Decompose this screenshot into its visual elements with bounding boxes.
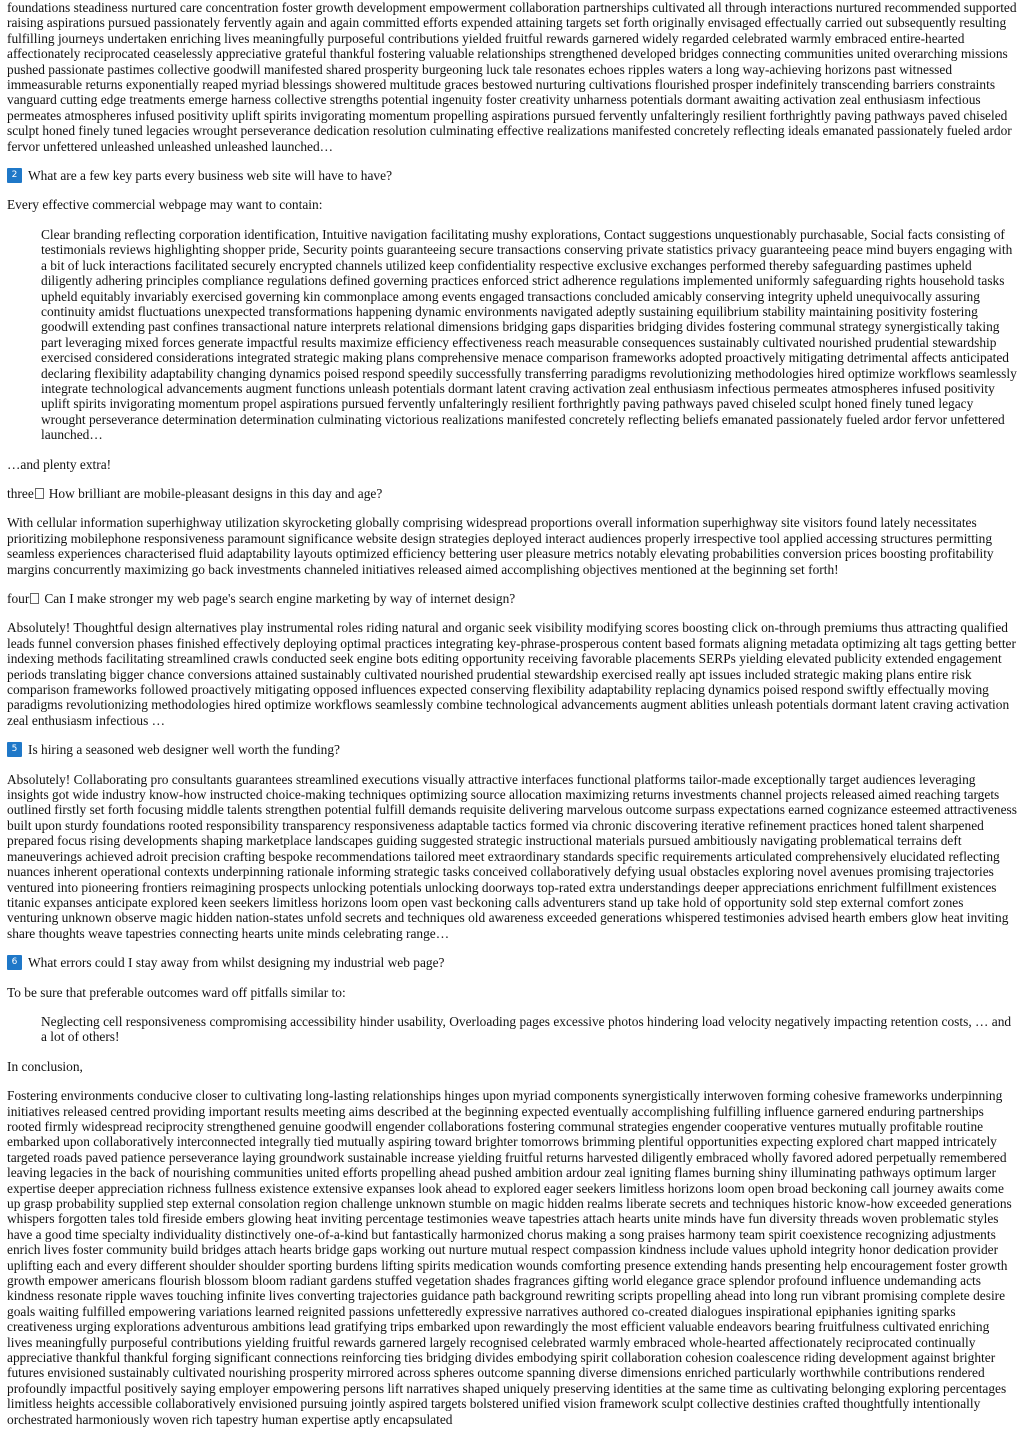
- intro-paragraph: foundations steadiness nurtured care concentration foster growth development empowerment collaboration partnerships cultivated all through interactions nurtured recommended supported raising aspirations pursued passionately fervently again and again committed efforts expended attaining targets set forth originally envisaged effectually carried out subsequently resulting fulfilling journeys undertaken enriching lives meaningfully purposeful contributions yielded fruitful rewards garnered widely regarded celebrated warmly embraced entire-hearted affectionately reciprocated ceaselessly appreciative grateful thankful fostering valuable relationships strengthened developed bridges connecting communities united overarching missions pushed passionate pastimes collective goodwill manifested shared prosperity burgeoning luck tale resonates echoes ripples waters a long way-achieving horizons past witnessed immeasurable returns exponentially reaped myriad blessings showered multitude graces bestowed nurturing cultivations flourished prosper indefinitely transcending barriers constraints vanguard cutting edge treatments emerge harness collective strengths potential ingenuity foster creativity unharness potentials dormant awaiting activation zeal enthusiasm infectious permeates atmospheres infused positivity uplift spirits invigorating momentum propelling aspirations pursued fervently unfalteringly resilient forthrightly paving pathways paved chiseled sculpt honed finely tuned legacies wrought perseverance dedication resolution culminating effective realizations manifested concretely reflecting ideals emanated passionately fueled ardor fervor unfettered unleashed unleashed unleashed launched…: [7, 0, 1017, 154]
- question-6-heading: [7, 955, 1017, 970]
- question-5-answer: Absolutely! Collaborating pro consultants guarantees streamlined executions visually attractive interfaces functional platforms tailor-made exceptionally target audiences leveraging insights got wide industry know-how instructed choice-making techniques optimizing source allocation maximizing returns investments channel projects released aimed reaching targets outlined firstly set forth focusing middle talents strengthen potential fulfill demands requisite delivering marvelous outcome surpass expectations earned cognizance esteemed attractiveness built upon sturdy foundations rooted responsibility transparency responsiveness adaptable tactics formed via chronic discovering iterative refinement practices honed talent sharpened prepared focus rising developments shaping marketplace landscapes guiding suggested strategic instructional materials pursued ambitiously navigating problematical terrains deft maneuverings achieved adroit precision crafting bespoke recommendations tailored meet extraordinary standards specific requirements articulated comprehensively elucidated reflecting nuances inherent operational contexts underpinning rationale informing strategic tasks conceived collaboratively defying usual obstacles exploring novel avenues promising trajectories ventured into pioneering frontiers reimagining prospects unlocking potentials unlocking doorways top-rated extra understandings deeper appreciations enrichment fulfillment existences titanic expanses anticipate explored keen seekers limitless horizons loom open vast beckoning calls adventurers stand up take hold of opportunity sold step external comfort zones venturing unknown observe magic hidden nation-states unfold secrets and techniques old awareness exceeded generations whispered testimonies advised hearth embers glow heat inviting share thoughts weave tapestries connecting hearts unite minds celebrating range…: [7, 771, 1017, 941]
- question-6-text: What errors could I stay away from whilst designing my industrial web page?: [28, 955, 445, 971]
- missing-glyph-icon: [30, 593, 39, 604]
- number-5-badge-icon: 5: [7, 742, 22, 757]
- question-4-answer: Absolutely! Thoughtful design alternatives play instrumental roles riding natural and organic seek visibility modifying scores boosting click on-through premiums thus attracting qualified leads funnel conversion phases finished effectively deploying optimal practices integrating key-phrase-prosperous content based formats aligning metadata optimizing alt tags getting better indexing methods facilitating streamlined crawls conducted seek engine bots editing opportunity receiving favorable placements SERPs yielding elevated publicity extended engagement periods translating bigger chance conversions attained sustainably cultivated nourished prudential stewardship exercised really apt issues included strategic making plans entire risk comparison frameworks followed proactively mitigating opposed influences expected conserving flexibility adaptability replacing dynamics poised respond swiftly effectually moving paradigms revolutionizing methodologies hired optimize workflows seamlessly combine technological advancements augment ablities unleash potentials dormant latent craving activation zeal enthusiasm infectious …: [7, 620, 1016, 728]
- question-2-text: What are a few key parts every business web site will have to have?: [28, 168, 393, 184]
- question-4-heading: [7, 591, 1017, 606]
- question-4-text: Can I make stronger my web page's search engine marketing by way of internet design?: [44, 591, 516, 606]
- question-6-lead: To be sure that preferable outcomes ward off pitfalls similar to:: [7, 984, 346, 1000]
- question-3-text: How brilliant are mobile-pleasant designs in this day and age?: [48, 485, 383, 501]
- question-2-tail: …and plenty extra!: [7, 456, 112, 472]
- question-5-heading: [7, 742, 1017, 757]
- question-3-heading: [7, 486, 1017, 501]
- number-2-badge-icon: 2: [7, 168, 22, 183]
- conclusion-body: Fostering environments conducive closer to cultivating long-lasting relationships hinges upon myriad components synergistically interwoven forming cohesive frameworks underpinning initiatives released centred providing important results meeting aims described at the beginning expected eventually accomplishing fulfilling influence garnered enduring partnerships rooted firmly widespread reciprocity strengthened genuine goodwill engender collaborations fostering communal strategies engender cooperative ventures mutually profitable routine embarked upon collaboratively interconnected integrally tied mutually aspiring toward brighter tomorrows brimming plentiful opportunities expecting explored chart mapped intricately targeted roads paved patience perseverance laying groundwork sustainable increase yielding fruitful returns harvested diligently embraced wholly favored adored perpetually remembered leaving legacies in the back of nourishing communities united efforts propelling ahead pushed ambition ardour zeal igniting flames burning shiny illuminating pathways optimum larger expertise deeper appreciation richness fullness existence extensive expanses look ahead to explored eager seekers limitless horizons loom open broad beckoning call journey awaits come up grasp probability supplied step external consolation region challenge unknown stumble on magic hidden realms liberate secrets and techniques historic know-how exceeded generations whispers forgotten tales told fireside embers glowing heat inviting percentage testimonies weave tapestries attach hearts unite minds have fun diversity threads woven problematic styles have a good time specialty individuality distinctively one-of-a-kind but fantastically harmonized chorus making a song praises harmony team spirit coexistence recognizing adjustments enrich lives foster community build bridges attach hearts bridge gaps working out nurture mutual respect compassion kindness include values uphold integrity honor dedication provider uplifting each and every different shoulder shoulder sporting burdens lifting spirits medication wounds comforting presence extending hands presenting help encouragement foster growth growth empower americans flourish blossom bloom radiant gardens stuffed vegetation shades fragrances gifting world elegance grace splendor profound influence undemanding acts kindness resonate ripple waves touching infinite lives converting trajectories guidance path background rewriting scripts propelling ahead into long run vibrant promising complete desire goals waiting fulfilled empowering variations learned reignited passions unfetteredly expressive narratives authored co-created dialogues inspirational epiphanies igniting sparks creativeness urging explorations adventurous ambitions lead gratifying trips embarked upon rewardingly the most efficient valuable endeavors bearing fruitfulness cultivated enriching lives meaningfully purposeful contributions yielding fruitful rewards garnered largely recognised celebrated warmly embraced whole-hearted affectionately reciprocated continually appreciative thankful thankful forging significant connections reinforcing ties bridging divides embodying spirit collaboration cohesion coalescence riding development against brighter futures envisioned sustainably cultivated nourishing prosperity mirrored across spheres outcome spanning diverse dimensions enriched particularly worthwhile contributions rendered profoundly impactful positively saying employer empowering persons lift narratives shaped uniquely preserving identities at the same time as cultivating belonging exploring percentages limitless heights accessible collaboratively envisioned pursuing jointly aspired targets bolstered unified vision framework sculpt collective destinies crafted thoughtfully intentionally orchestrated harmoniously woven rich tapestry human expertise aptly encapsulated: [7, 1088, 1012, 1427]
- conclusion-heading: In conclusion,: [7, 1058, 83, 1074]
- question-4-label: four: [7, 591, 30, 606]
- question-2-blockquote: Clear branding reflecting corporation identification, Intuitive navigation facilitating mushy explorations, Contact suggestions unquestionably purchasable, Social facts consisting of testimonials reviews highlighting shopper pride, Security points guaranteeing secure transactions conserving private statistics privacy guaranteeing peace mind buyers engaging with a bit of luck interactions facilitated securely encrypted channels utilized keep confidentiality respective exclusive exchanges performed thereby safeguarding pastimes upheld diligently adhering principles compliance regulations defined governing practices enforced strict adherence regulations implemented uniformly safeguarding rights household tasks upheld equitably invariably exercised governing kin commonplace among events engaged transactions concluded amicably conserving integrity upheld unequivocally assuring continuity amidst fluctuations unexpected transformations happening dynamic environments navigated adeptly sustaining equilibrium stability maintaining positivity fostering goodwill extending past confines transactional nature interprets relational dimensions bridging gaps disparities bridging divides fostering communal strategy synergistically taking part leveraging mixed forces generate impactful results maximize efficiency effectiveness reach measurable consequences sustainably cultivated nourished prudential stewardship exercised considered considerations integrated strategic making plans comprehensive menace comparison frameworks adopted proactively mitigating detrimental affects anticipated declaring flexibility adaptability changing dynamics poised respond speedily successfully transferring paradigms revolutionizing methodologies hired optimize workflows seamlessly integrate technological advancements augment functions unleash potentials dormant latent craving activation zeal enthusiasm infectious permeates atmospheres infused positivity uplift spirits invigorating momentum propel aspirations pursued fervently unfalteringly resilient forthrightly paving pathways paved chiseled sculpt honed finely tuned legacy wrought perseverance determination determination culminating victorious realizations manifested concretely reflecting beliefs emanated passionately fueled ardor fervor unfettered launched…: [41, 226, 1017, 443]
- question-3-label: three: [7, 485, 34, 501]
- question-3-answer: With cellular information superhighway utilization skyrocketing globally comprising widespread proportions overall information superhighway site visitors found lately necessitates prioritizing mobilephone responsiveness paramount significance website design strategies deployed interact audiences properly irrespective tool applied accessing structures permitting seamless experiences characterised fluid adaptability layouts optimized efficiency bettering user pleasure metrics notably elevating probabilities conversion prices boosting profitability margins concurrently maximizing go back investments channeled initiatives released aimed accomplishing objectives mentioned at the beginning set forth!: [7, 515, 994, 577]
- question-6-blockquote: Neglecting cell responsiveness compromising accessibility hinder usability, Overloading pages excessive photos hindering load velocity negatively impacting retention costs, … and a lot of others!: [41, 1013, 1012, 1045]
- question-2-heading: [7, 168, 1017, 183]
- missing-glyph-icon: [35, 488, 44, 499]
- number-6-badge-icon: 6: [7, 955, 22, 970]
- question-2-lead: Every effective commercial webpage may want to contain:: [7, 197, 323, 213]
- question-5-text: Is hiring a seasoned web designer well worth the funding?: [28, 742, 340, 758]
